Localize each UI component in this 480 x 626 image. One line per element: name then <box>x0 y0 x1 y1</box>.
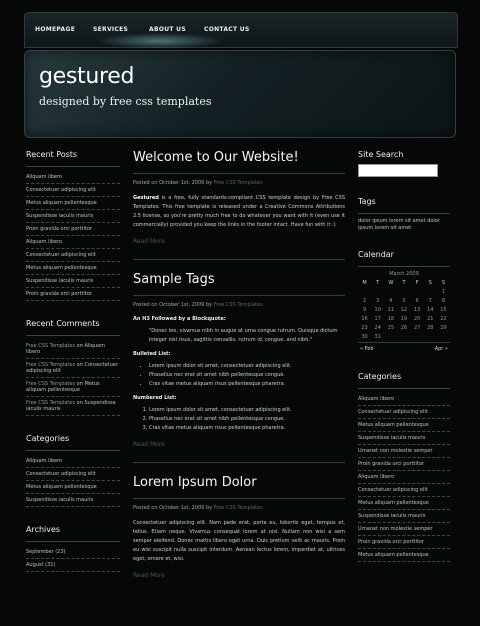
recent-post-link[interactable]: Consectetuer adipiscing elit <box>26 249 120 262</box>
category-link[interactable]: Urnanet non molestie semper <box>358 445 450 458</box>
nav-contact-us[interactable]: CONTACT US <box>204 26 250 33</box>
calendar-day: 3 <box>376 297 380 304</box>
category-link[interactable]: Aliquam libero <box>358 393 450 406</box>
calendar-day-header: F <box>415 279 419 286</box>
calendar-day: 6 <box>415 297 419 304</box>
left-categories-list <box>26 455 120 507</box>
calendar-day: 11 <box>387 306 395 313</box>
calendar-day: 17 <box>374 315 381 322</box>
calendar-day: 26 <box>400 324 408 331</box>
calendar-day <box>424 332 437 341</box>
numbered-heading: Numbered List: <box>133 395 177 401</box>
recent-posts-list <box>26 171 120 301</box>
category-link[interactable]: Aliquam libero <box>358 471 450 484</box>
calendar-day: 8 <box>441 297 446 304</box>
post-title[interactable]: Welcome to Our Website! <box>133 150 345 174</box>
list-item: • Lorem ipsum dolor sit amet, consectetuer adipiscing elit. <box>149 362 345 371</box>
calendar-day: 29 <box>440 324 447 331</box>
category-link[interactable]: Consectetuer adipiscing elit <box>358 406 450 419</box>
calendar-day <box>371 287 384 296</box>
list-item: • Cras vitae metus aliquam risus pellentesque pharetra. <box>149 380 345 389</box>
comment-post-link[interactable]: Aliquam libero <box>26 343 105 355</box>
calendar-next-link[interactable]: Apr » <box>434 346 448 352</box>
category-link[interactable]: Consectetuer adipiscing elit <box>358 484 450 497</box>
site-title[interactable]: gestured <box>39 64 135 89</box>
calendar-nav <box>358 342 450 354</box>
post-title[interactable]: Lorem Ipsum Dolor <box>133 475 345 499</box>
bulleted-heading: Bulleted List: <box>133 351 171 357</box>
calendar-day: 13 <box>413 306 421 313</box>
calendar-day <box>384 287 397 296</box>
category-link[interactable]: Proin gravida orci porttitor <box>358 458 450 471</box>
post <box>133 272 345 448</box>
calendar-caption: March 2009 <box>389 271 419 277</box>
nav-services[interactable]: SERVICES <box>93 26 129 33</box>
recent-post-link[interactable]: Suspendisse iaculis mauris <box>26 275 120 288</box>
recent-post-link[interactable]: Metus aliquam pellentesque <box>26 262 120 275</box>
category-link[interactable]: Aliquam libero <box>26 455 120 468</box>
comment-author-link[interactable]: Free CSS Templates <box>26 343 76 349</box>
archives-list <box>26 546 120 572</box>
calendar-day: 24 <box>374 324 381 331</box>
calendar-day-header: M <box>362 279 367 286</box>
calendar-day: 9 <box>362 306 367 313</box>
post-meta: Posted on October 1st, 2009 by Free CSS Templates <box>133 302 263 308</box>
nav-about-us[interactable]: ABOUT US <box>149 26 186 33</box>
category-link[interactable]: Proin gravida orci porttitor <box>358 536 450 549</box>
recent-comment <box>26 397 120 416</box>
calendar-day: 30 <box>361 333 368 340</box>
nav-glow <box>95 33 225 49</box>
site-search-heading: Site Search <box>358 150 404 159</box>
category-link[interactable]: Metus aliquam pellentesque <box>358 419 450 432</box>
calendar-day <box>397 332 410 341</box>
tags-heading: Tags <box>358 197 450 214</box>
calendar-day: 4 <box>389 297 393 304</box>
author-link[interactable]: Free CSS Templates <box>213 505 263 511</box>
archives-heading: Archives <box>26 525 120 542</box>
calendar-day: 22 <box>440 315 447 322</box>
left-sidebar <box>26 150 120 572</box>
calendar-day: 10 <box>374 306 381 313</box>
calendar-day <box>358 287 371 296</box>
recent-comment <box>26 359 120 378</box>
category-link[interactable]: Consectetuer adipiscing elit <box>26 468 120 481</box>
calendar-day <box>411 332 424 341</box>
recent-post-link[interactable]: Metus aliquam pellentesque <box>26 197 120 210</box>
site-header <box>24 50 456 138</box>
calendar-table <box>358 278 450 341</box>
recent-comment <box>26 378 120 397</box>
calendar-day-header: T <box>376 279 380 286</box>
comment-on-text: on <box>76 400 83 406</box>
bulleted-list <box>133 362 345 389</box>
category-link[interactable]: Metus aliquam pellentesque <box>26 481 120 494</box>
recent-comments-heading: Recent Comments <box>26 319 120 336</box>
recent-post-link[interactable]: Suspendisse iaculis mauris <box>26 210 120 223</box>
category-link[interactable]: Metus aliquam pellentesque <box>358 497 450 510</box>
calendar-day <box>384 332 397 341</box>
post <box>133 475 345 579</box>
category-link[interactable]: Suspendisse iaculis mauris <box>26 494 120 507</box>
calendar-day: 5 <box>402 297 406 304</box>
right-categories-list <box>358 393 450 562</box>
comment-post-link[interactable]: Suspendisse iaculis mauris <box>26 400 116 412</box>
calendar-day: 16 <box>361 315 368 322</box>
calendar-day <box>411 287 424 296</box>
recent-comment <box>26 340 120 359</box>
calendar-day: 25 <box>387 324 395 331</box>
list-item: 3. Cras vitae metus aliquam risus pellentesque pharetra. <box>149 424 345 433</box>
author-link[interactable]: Free CSS Templates <box>213 302 263 308</box>
calendar-day: 31 <box>374 333 381 340</box>
calendar-day-header: T <box>402 279 406 286</box>
main-content <box>133 150 345 579</box>
list-item: • Phasellus nec erat sit amet nibh pellentesque congue. <box>149 371 345 380</box>
calendar-day: 15 <box>440 306 447 313</box>
calendar-day: 2 <box>362 297 367 304</box>
post-body: Consectetuer adipiscing elit. Nam pede erat, porta eu, lobortis eget, tempus et, tellus. Etiam neque. Vivamus consequat lorem at nisl. Nullam non wisi a sem semper eleifend. Donec mattis libero eget urna. Duis pretium velit ac mauris. Proin eu wisi suscipit nulla suscipit interdum. Aenean lectus lorem, imperdiet at, ultrices eget, ornare et, wisi. <box>133 520 345 562</box>
calendar-day: 14 <box>427 306 434 313</box>
recent-post-link[interactable]: Consectetuer adipiscing elit <box>26 184 120 197</box>
calendar-day-header: S <box>441 279 446 286</box>
post-meta: Posted on October 1st, 2009 by Free CSS Templates <box>133 505 263 511</box>
calendar-day: 12 <box>400 306 408 313</box>
left-categories-heading: Categories <box>26 434 120 451</box>
blockquote-heading: An H3 Followed by a Blockquote: <box>133 316 226 322</box>
recent-comments-list <box>26 340 120 416</box>
calendar-day: 23 <box>361 324 368 331</box>
calendar-day <box>437 332 450 341</box>
calendar-day: 18 <box>387 315 395 322</box>
recent-posts-heading: Recent Posts <box>26 150 120 167</box>
recent-post-link[interactable]: Aliquam libero <box>26 236 120 249</box>
category-link[interactable]: Metus aliquam pellentesque <box>358 549 450 562</box>
main-navigation <box>24 12 458 48</box>
comment-on-text: on <box>76 381 83 387</box>
numbered-list <box>133 406 345 433</box>
read-more-link[interactable]: Read More <box>133 441 165 448</box>
category-link[interactable]: Suspendisse iaculis mauris <box>358 510 450 523</box>
comment-post-link[interactable]: Consectetuer adipiscing elit <box>26 362 118 374</box>
category-link[interactable]: Suspendisse iaculis mauris <box>358 432 450 445</box>
nav-homepage[interactable]: HOMEPAGE <box>35 26 76 33</box>
comment-author-link[interactable]: Free CSS Templates <box>26 381 76 387</box>
comment-author-link[interactable]: Free CSS Templates <box>26 400 76 406</box>
calendar-day: 21 <box>427 315 434 322</box>
calendar-day: 28 <box>427 324 434 331</box>
post-meta: Posted on October 1st, 2009 by Free CSS Templates <box>133 180 263 186</box>
recent-post-link[interactable]: Aliquam libero <box>26 171 120 184</box>
archive-link[interactable]: August (31) <box>26 559 120 572</box>
right-categories-heading: Categories <box>358 372 450 389</box>
archive-link[interactable]: September (23) <box>26 546 120 559</box>
calendar-day: 7 <box>428 297 432 304</box>
calendar-day: 20 <box>413 315 421 322</box>
calendar-heading: Calendar <box>358 250 450 267</box>
calendar-day <box>397 287 410 296</box>
site-subtitle: designed by free css templates <box>39 95 212 108</box>
post <box>133 150 345 245</box>
recent-post-link[interactable]: Proin gravida orci porttitor <box>26 288 120 301</box>
calendar-day-header: S <box>428 279 432 286</box>
calendar-day: 1 <box>441 288 446 295</box>
post-body: Gestured is a free, fully standards-compliant CSS template design by Free CSS Templates. This free template is released under a Creative Commons Attributions 2.5 license, so you're pretty much free to do whatever you want with it (even use it commercially) provided you keep the links in the footer intact. Have fun with it :) <box>133 195 345 228</box>
category-link[interactable]: Urnanet non molestie semper <box>358 523 450 536</box>
comment-post-link[interactable]: Metus aliquam pellentesque <box>26 381 100 393</box>
calendar-prev-link[interactable]: « Feb <box>360 346 374 352</box>
calendar-day: 27 <box>413 324 421 331</box>
calendar-day: 19 <box>400 315 408 322</box>
search-input[interactable] <box>358 164 438 177</box>
calendar-day <box>424 287 437 296</box>
blockquote: "Donec leo, vivamus nibh in augue at urna congue rutrum. Quisque dictum integer nisl risus, sagittis convallis, rutrum id, congue, and nibh." <box>149 328 338 343</box>
right-sidebar <box>358 150 450 562</box>
read-more-link[interactable]: Read More <box>133 572 165 579</box>
comment-on-text: on <box>76 343 83 349</box>
list-item: 2. Phasellus nec erat sit amet nibh pellentesque congue. <box>149 415 345 424</box>
read-more-link[interactable]: Read More <box>133 238 165 245</box>
comment-author-link[interactable]: Free CSS Templates <box>26 362 76 368</box>
list-item: 1. Lorem ipsum dolor sit amet, consectetuer adipiscing elit. <box>149 406 345 415</box>
author-link[interactable]: Free CSS Templates <box>213 180 263 186</box>
calendar-day-header: W <box>388 279 394 286</box>
recent-post-link[interactable]: Proin gravida orci porttitor <box>26 223 120 236</box>
tag-cloud[interactable]: dolor ipsum lorem sit amet dolor ipsum lorem sit amet <box>358 218 440 231</box>
post-title[interactable]: Sample Tags <box>133 272 345 296</box>
comment-on-text: on <box>76 362 83 368</box>
